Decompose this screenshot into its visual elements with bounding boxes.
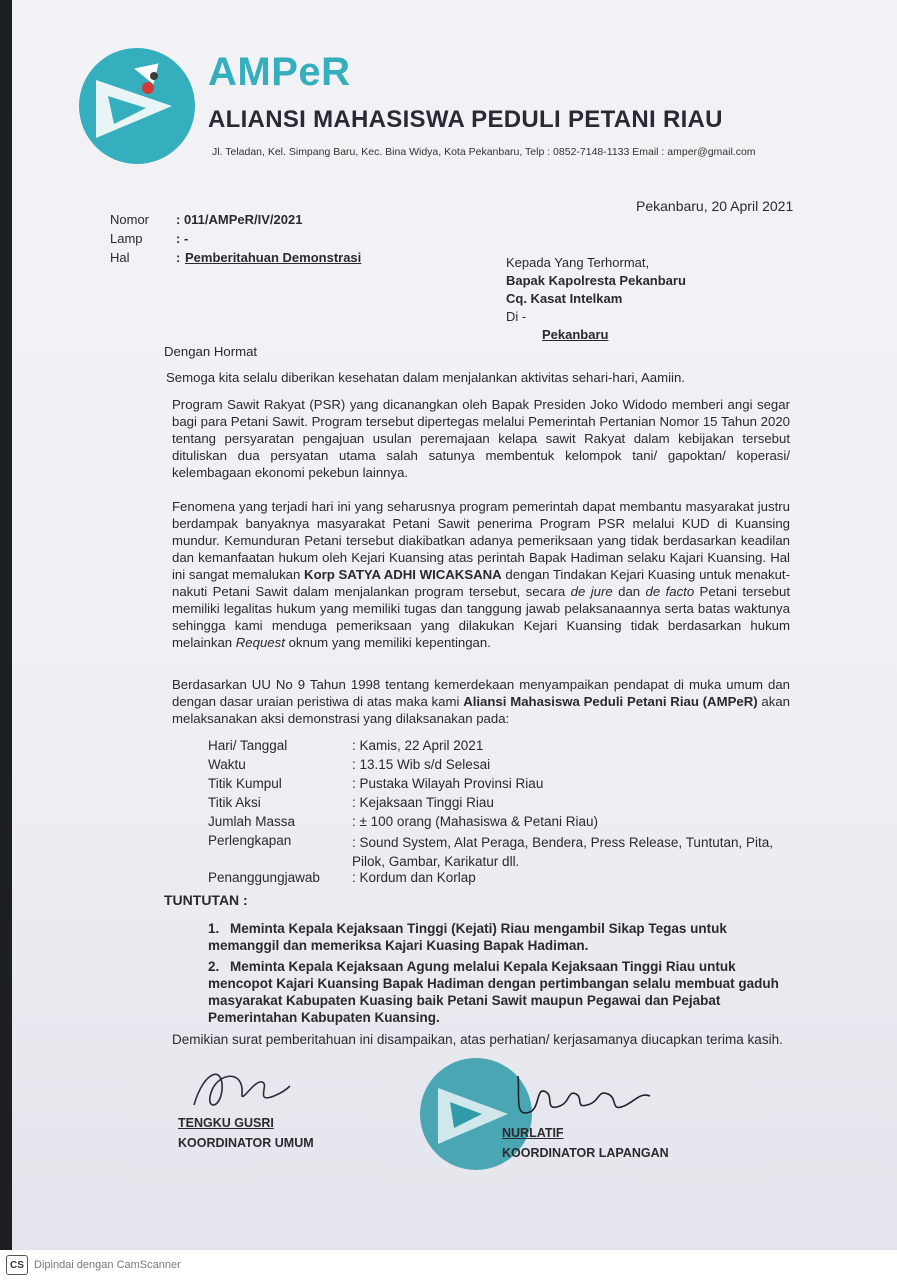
recipient-line-2: Bapak Kapolresta Pekanbaru — [506, 273, 686, 288]
detail-label: Waktu — [208, 757, 246, 772]
nomor-label: Nomor — [110, 212, 150, 227]
letter-date: Pekanbaru, 20 April 2021 — [636, 198, 794, 214]
letterhead-address: Jl. Teladan, Kel. Simpang Baru, Kec. Bina Widya, Kota Pekanbaru, Telp : 0852-7148-1133 Email : amper@gmail.com — [212, 146, 756, 158]
right-signature-icon — [510, 1066, 660, 1126]
right-signer-name: NURLATIF — [502, 1126, 564, 1140]
detail-value: : Sound System, Alat Peraga, Bendera, Press Release, Tuntutan, Pita, Pilok, Gambar, Karikatur dll. — [352, 835, 773, 869]
demands-title: TUNTUTAN : — [164, 892, 248, 908]
left-signature-icon — [184, 1060, 294, 1120]
detail-value: : Kejaksaan Tinggi Riau — [352, 795, 494, 810]
closing-line: Demikian surat pemberitahuan ini disampaikan, atas perhatian/ kerjasamanya diucapkan terima kasih. — [172, 1032, 783, 1047]
hal-colon: : — [176, 250, 181, 265]
detail-label: Titik Aksi — [208, 795, 261, 810]
detail-label: Titik Kumpul — [208, 776, 282, 791]
detail-label: Hari/ Tanggal — [208, 738, 288, 753]
hal-label: Hal — [110, 250, 130, 265]
detail-label: Penanggungjawab — [208, 870, 320, 885]
paragraph-2-text-a: Fenomena yang terjadi hari ini yang seharusnya program pemerintah dapat membantu masyarakat justru berdampak banyaknya masyarakat Petani Sawit penerima Program PSR melalui KUD di Kuansing mundur. Kemunduran Petani tersebut diakibatkan adanya pemeriksaan yang tidak berdasarkan keadilan dan kemanfaatan hukum oleh Kejari Kuansing atas perintah Bapak Hadiman selaku Kajari Kuansing. Hal ini sangat memalukan — [172, 499, 790, 582]
paragraph-2-text-d: Petani tersebut memiliki legalitas hukum yang memiliki tugas dan tanggung jawab pelaksanaannya serta batas waktunya sehingga kami menduga pemeriksaan yang dilakukan Kejari Kuansing tidak berdasarkan hukum melainkan — [172, 584, 790, 650]
paragraph-2-italic-a: de jure — [570, 584, 613, 599]
demand-text: Meminta Kepala Kejaksaan Tinggi (Kejati) Riau mengambil Sikap Tegas untuk memanggil dan memeriksa Kajari Kuasing Bapak Hadiman. — [208, 921, 727, 953]
hal-value: Pemberitahuan Demonstrasi — [185, 250, 362, 265]
letter-paper — [12, 0, 897, 1250]
paragraph-2-text-c: dan — [612, 584, 646, 599]
organization-name: ALIANSI MAHASISWA PEDULI PETANI RIAU — [208, 106, 723, 133]
brand-name: AMPeR — [208, 50, 351, 94]
demand-text: Meminta Kepala Kejaksaan Agung melalui Kepala Kejaksaan Tinggi Riau untuk mencopot Kajari Kuansing Bapak Hadiman dengan pertimbangan selalu membuat gaduh masyarakat Kabupaten Kuasing baik Petani Sawit maupun Pegawai dan Pejabat Pemerintahan Kabupaten Kuansing. — [208, 959, 779, 1025]
paragraph-3-text-a: Berdasarkan UU No 9 Tahun 1998 tentang kemerdekaan menyampaikan pendapat di muka umum dan dengan dasar uraian peristiwa di atas maka kami — [172, 677, 790, 709]
demand-number: 1. — [208, 921, 220, 936]
right-signer-title: KOORDINATOR LAPANGAN — [502, 1146, 669, 1160]
detail-value: : ± 100 orang (Mahasiswa & Petani Riau) — [352, 814, 599, 829]
paragraph-2-italic-c: Request — [235, 635, 285, 650]
amper-logo-icon — [74, 46, 200, 166]
paragraph-2 — [172, 498, 790, 651]
paragraph-3-bold: Aliansi Mahasiswa Peduli Petani Riau (AMPeR) — [463, 694, 758, 709]
scanner-caption: Dipindai dengan CamScanner — [34, 1259, 181, 1271]
paragraph-3 — [172, 676, 790, 727]
paragraph-3-text-b: akan melaksanakan aksi demonstrasi yang dilaksanakan pada: — [172, 694, 790, 726]
detail-value: : Kordum dan Korlap — [352, 870, 476, 885]
paragraph-2-bold: Korp SATYA ADHI WICAKSANA — [304, 567, 502, 582]
demand-number: 2. — [208, 959, 220, 974]
paragraph-2-text-e: oknum yang memiliki kepentingan. — [284, 635, 491, 650]
detail-value: : Pustaka Wilayah Provinsi Riau — [352, 776, 544, 791]
lamp-value: : - — [176, 231, 189, 246]
paragraph-1: Program Sawit Rakyat (PSR) yang dicanangkan oleh Bapak Presiden Joko Widodo memberi angi segar bagi para Petani Sawit. Program tersebut dipertegas melalui Pemerintah Pertanian Nomor 15 Tahun 2020 tentang persyaratan pengajuan usulan peremajaan kelapa sawit Rakyat dalam kebijakan tersebut dituliskan dua persyatan utama salah satunya membentuk kelompok tani/ gapoktan/ koperasi/ kelembagaan ekonomi pekebun lainnya. — [172, 397, 790, 480]
demand-item — [208, 958, 790, 1026]
demand-item — [208, 920, 790, 954]
recipient-line-3: Cq. Kasat Intelkam — [506, 291, 623, 306]
paragraph-2-text-b: dengan Tindakan Kejari Kuasing untuk menakut-nakuti Petani Sawit dalam menjalankan program tersebut, secara — [172, 567, 790, 599]
nomor-value: : 011/AMPeR/IV/2021 — [176, 212, 303, 227]
detail-value: : Kamis, 22 April 2021 — [352, 738, 484, 753]
detail-label: Jumlah Massa — [208, 814, 296, 829]
lamp-label: Lamp — [110, 231, 143, 246]
left-signer-title: KOORDINATOR UMUM — [178, 1136, 314, 1150]
opening-line: Semoga kita selalu diberikan kesehatan dalam menjalankan aktivitas sehari-hari, Aamiin. — [166, 370, 685, 385]
left-signer-name: TENGKU GUSRI — [178, 1116, 274, 1130]
camscanner-logo-icon: CS — [6, 1255, 28, 1275]
greeting: Dengan Hormat — [164, 344, 258, 359]
recipient-line-1: Kepada Yang Terhormat, — [506, 255, 650, 270]
scanner-footer — [0, 1250, 897, 1280]
detail-label: Perlengkapan — [208, 833, 292, 848]
detail-value: : 13.15 Wib s/d Selesai — [352, 757, 491, 772]
paragraph-2-italic-b: de facto — [645, 584, 695, 599]
recipient-city: Pekanbaru — [542, 327, 609, 342]
recipient-line-4: Di - — [506, 309, 527, 324]
